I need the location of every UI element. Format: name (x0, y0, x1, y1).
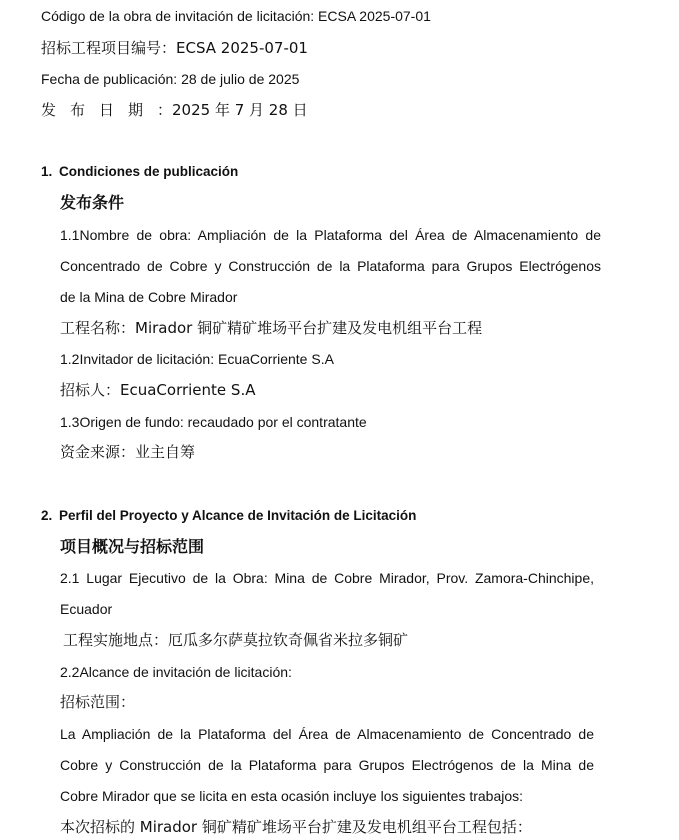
item-1-1-line-2: Concentrado de Cobre y Construcción de la Plataforma para Grupos Electrógenos (60, 258, 601, 274)
publication-date-zh-label: 发布日期 (41, 101, 158, 119)
item-2-2: 2.2Alcance de invitación de licitación: (60, 664, 292, 680)
item-1-2-zh: 招标人：EcuaCorriente S.A (60, 381, 256, 399)
section-2-heading (41, 506, 416, 526)
section-2-number: 2. (41, 508, 53, 523)
section-1-number: 1. (41, 164, 53, 179)
item-1-1-line-3: de la Mina de Cobre Mirador (60, 289, 238, 305)
item-2-1-zh: 工程实施地点：厄瓜多尔萨莫拉钦奇佩省米拉多铜矿 (63, 631, 409, 649)
project-code-zh: 招标工程项目编号：ECSA 2025-07-01 (41, 39, 308, 57)
publication-date-es: Fecha de publicación: 28 de julio de 2025 (41, 71, 300, 87)
item-1-3-zh: 资金来源：业主自筹 (60, 443, 196, 461)
scope-line-1: La Ampliación de la Plataforma del Área de Almacenamiento de Concentrado de (60, 726, 594, 742)
item-1-2: 1.2Invitador de licitación: EcuaCorriente S.A (60, 351, 334, 367)
item-2-1-line-1: 2.1 Lugar Ejecutivo de la Obra: Mina de Cobre Mirador, Prov. Zamora-Chinchipe, (60, 570, 594, 586)
item-1-1-zh: 工程名称：Mirador 铜矿精矿堆场平台扩建及发电机组平台工程 (60, 319, 483, 337)
item-1-1-line-1: 1.1Nombre de obra: Ampliación de la Plataforma del Área de Almacenamiento de (60, 227, 601, 243)
section-1-title-es: Condiciones de publicación (59, 164, 239, 179)
section-2-title-zh: 项目概况与招标范围 (60, 537, 205, 556)
scope-line-3: Cobre Mirador que se licita en esta ocasión incluye los siguientes trabajos: (60, 788, 524, 804)
section-2-title-es: Perfil del Proyecto y Alcance de Invitación de Licitación (59, 508, 417, 523)
section-1-title-zh: 发布条件 (60, 193, 125, 212)
scope-zh: 本次招标的 Mirador 铜矿精矿堆场平台扩建及发电机组平台工程包括： (60, 818, 532, 836)
item-2-1-line-2: Ecuador (60, 601, 113, 617)
publication-date-zh (41, 100, 308, 120)
publication-date-zh-value: ：2025 年 7 月 28 日 (157, 101, 308, 119)
item-2-2-zh: 招标范围： (60, 693, 136, 711)
item-1-3: 1.3Origen de fundo: recaudado por el contratante (60, 414, 367, 430)
project-code-es: Código de la obra de invitación de licitación: ECSA 2025-07-01 (41, 8, 431, 24)
section-1-heading (41, 162, 238, 182)
scope-line-2: Cobre y Construcción de la Plataforma para Grupos Electrógenos de la Mina de (60, 757, 594, 773)
